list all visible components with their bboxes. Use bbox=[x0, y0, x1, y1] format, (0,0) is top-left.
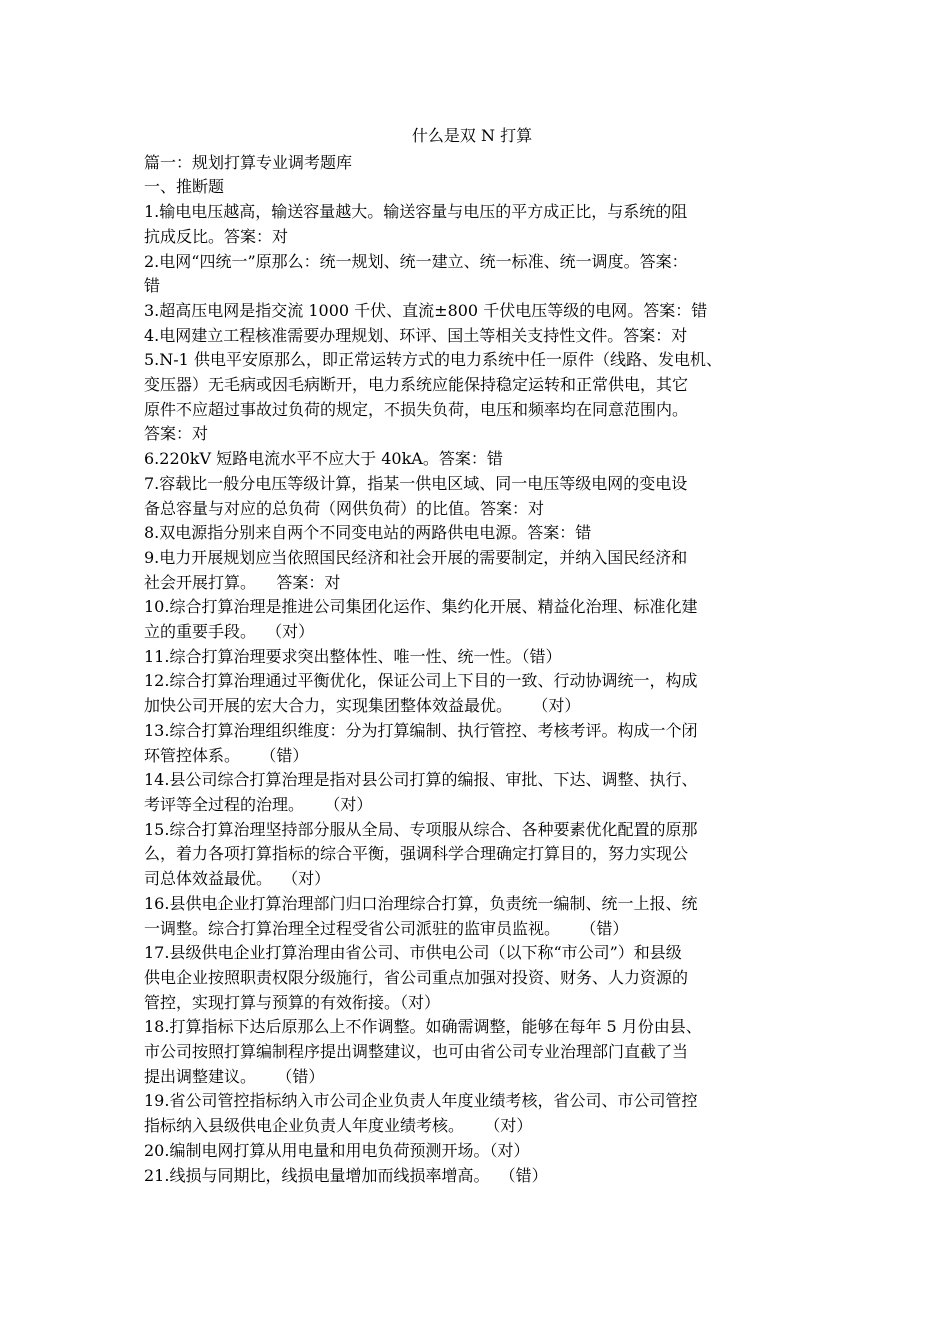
text-line: 一、推断题 bbox=[144, 177, 225, 197]
text-line: 一调整。综合打算治理全过程受省公司派驻的监审员监视。 （错） bbox=[144, 918, 629, 938]
text-line: 15.综合打算治理坚持部分服从全局、专项服从综合、各种要素优化配置的原那 bbox=[144, 819, 698, 839]
text-line: 4.电网建立工程核准需要办理规划、环评、国土等相关支持性文件。答案：对 bbox=[144, 325, 688, 345]
text-line: 16.县供电企业打算治理部门归口治理综合打算，负责统一编制、统一上报、统 bbox=[144, 893, 698, 913]
document-title: 什么是双 N 打算 bbox=[411, 126, 533, 145]
text-line: 抗成反比。答案：对 bbox=[144, 226, 289, 246]
text-line: 1.输电电压越高，输送容量越大。输送容量与电压的平方成正比，与系统的阻 bbox=[144, 202, 688, 222]
text-line: 14.县公司综合打算治理是指对县公司打算的编报、审批、下达、调整、执行、 bbox=[144, 770, 698, 790]
text-line: 8.双电源指分别来自两个不同变电站的两路供电电源。答案：错 bbox=[144, 523, 592, 543]
text-line: 7.容载比一般分电压等级计算，指某一供电区域、同一电压等级电网的变电设 bbox=[144, 473, 688, 493]
text-line: 社会开展打算。 答案：对 bbox=[144, 572, 341, 592]
text-line: 环管控体系。 （错） bbox=[144, 745, 309, 765]
text-line: 12.综合打算治理通过平衡优化，保证公司上下目的一致、行动协调统一，构成 bbox=[144, 671, 698, 691]
text-line: 6.220kV 短路电流水平不应大于 40kA。答案：错 bbox=[144, 449, 503, 469]
text-line: 11.综合打算治理要求突出整体性、唯一性、统一性。（错） bbox=[144, 646, 562, 666]
document-page bbox=[144, 124, 824, 1188]
text-line: 备总容量与对应的总负荷（网供负荷）的比值。答案：对 bbox=[144, 498, 545, 518]
text-line: 考评等全过程的治理。 （对） bbox=[144, 794, 373, 814]
text-line: 篇一：规划打算专业调考题库 bbox=[144, 152, 353, 172]
text-line: 18.打算指标下达后原那么上不作调整。如确需调整，能够在每年 5 月份由县、 bbox=[144, 1017, 702, 1037]
text-line: 加快公司开展的宏大合力，实现集团整体效益最优。 （对） bbox=[144, 696, 581, 716]
text-line: 19.省公司管控指标纳入市公司企业负责人年度业绩考核，省公司、市公司管控 bbox=[144, 1091, 698, 1111]
document-body bbox=[144, 151, 824, 1189]
text-line: 市公司按照打算编制程序提出调整建议，也可由省公司专业治理部门直截了当 bbox=[144, 1042, 689, 1062]
text-line: 21.线损与同期比，线损电量增加而线损率增高。 （错） bbox=[144, 1165, 548, 1185]
text-line: 提出调整建议。 （错） bbox=[144, 1066, 325, 1086]
text-line: 管控，实现打算与预算的有效衔接。（对） bbox=[144, 992, 441, 1012]
text-line: 供电企业按照职责权限分级施行，省公司重点加强对投资、财务、人力资源的 bbox=[144, 967, 689, 987]
text-line: 指标纳入县级供电企业负责人年度业绩考核。 （对） bbox=[144, 1116, 533, 1136]
text-line: 13.综合打算治理组织维度：分为打算编制、执行管控、考核考评。构成一个闭 bbox=[144, 720, 698, 740]
text-line: 2.电网“四统一”原那么：统一规划、统一建立、统一标准、统一调度。答案： bbox=[144, 251, 688, 271]
text-line: 20.编制电网打算从用电量和用电负荷预测开场。（对） bbox=[144, 1140, 530, 1160]
text-line: 3.超高压电网是指交流 1000 千伏、直流±800 千伏电压等级的电网。答案：错 bbox=[144, 300, 708, 320]
text-line: 么，着力各项打算指标的综合平衡，强调科学合理确定打算目的，努力实现公 bbox=[144, 844, 689, 864]
text-line: 原件不应超过事故过负荷的规定，不损失负荷，电压和频率均在同意范围内。 bbox=[144, 399, 689, 419]
text-line: 17.县级供电企业打算治理由省公司、市供电公司（以下称“市公司”）和县级 bbox=[144, 943, 682, 963]
text-line: 司总体效益最优。 （对） bbox=[144, 869, 331, 889]
text-line: 答案：对 bbox=[144, 424, 209, 444]
text-line: 立的重要手段。 （对） bbox=[144, 622, 315, 642]
text-line: 变压器）无毛病或因毛病断开，电力系统应能保持稳定运转和正常供电，其它 bbox=[144, 375, 689, 395]
text-line: 10.综合打算治理是推进公司集团化运作、集约化开展、精益化治理、标准化建 bbox=[144, 597, 698, 617]
text-line: 9.电力开展规划应当依照国民经济和社会开展的需要制定，并纳入国民经济和 bbox=[144, 547, 688, 567]
text-line: 5.N-1 供电平安原那么，即正常运转方式的电力系统中任一原件（线路、发电机、 bbox=[144, 350, 722, 370]
text-line: 错 bbox=[144, 276, 161, 296]
